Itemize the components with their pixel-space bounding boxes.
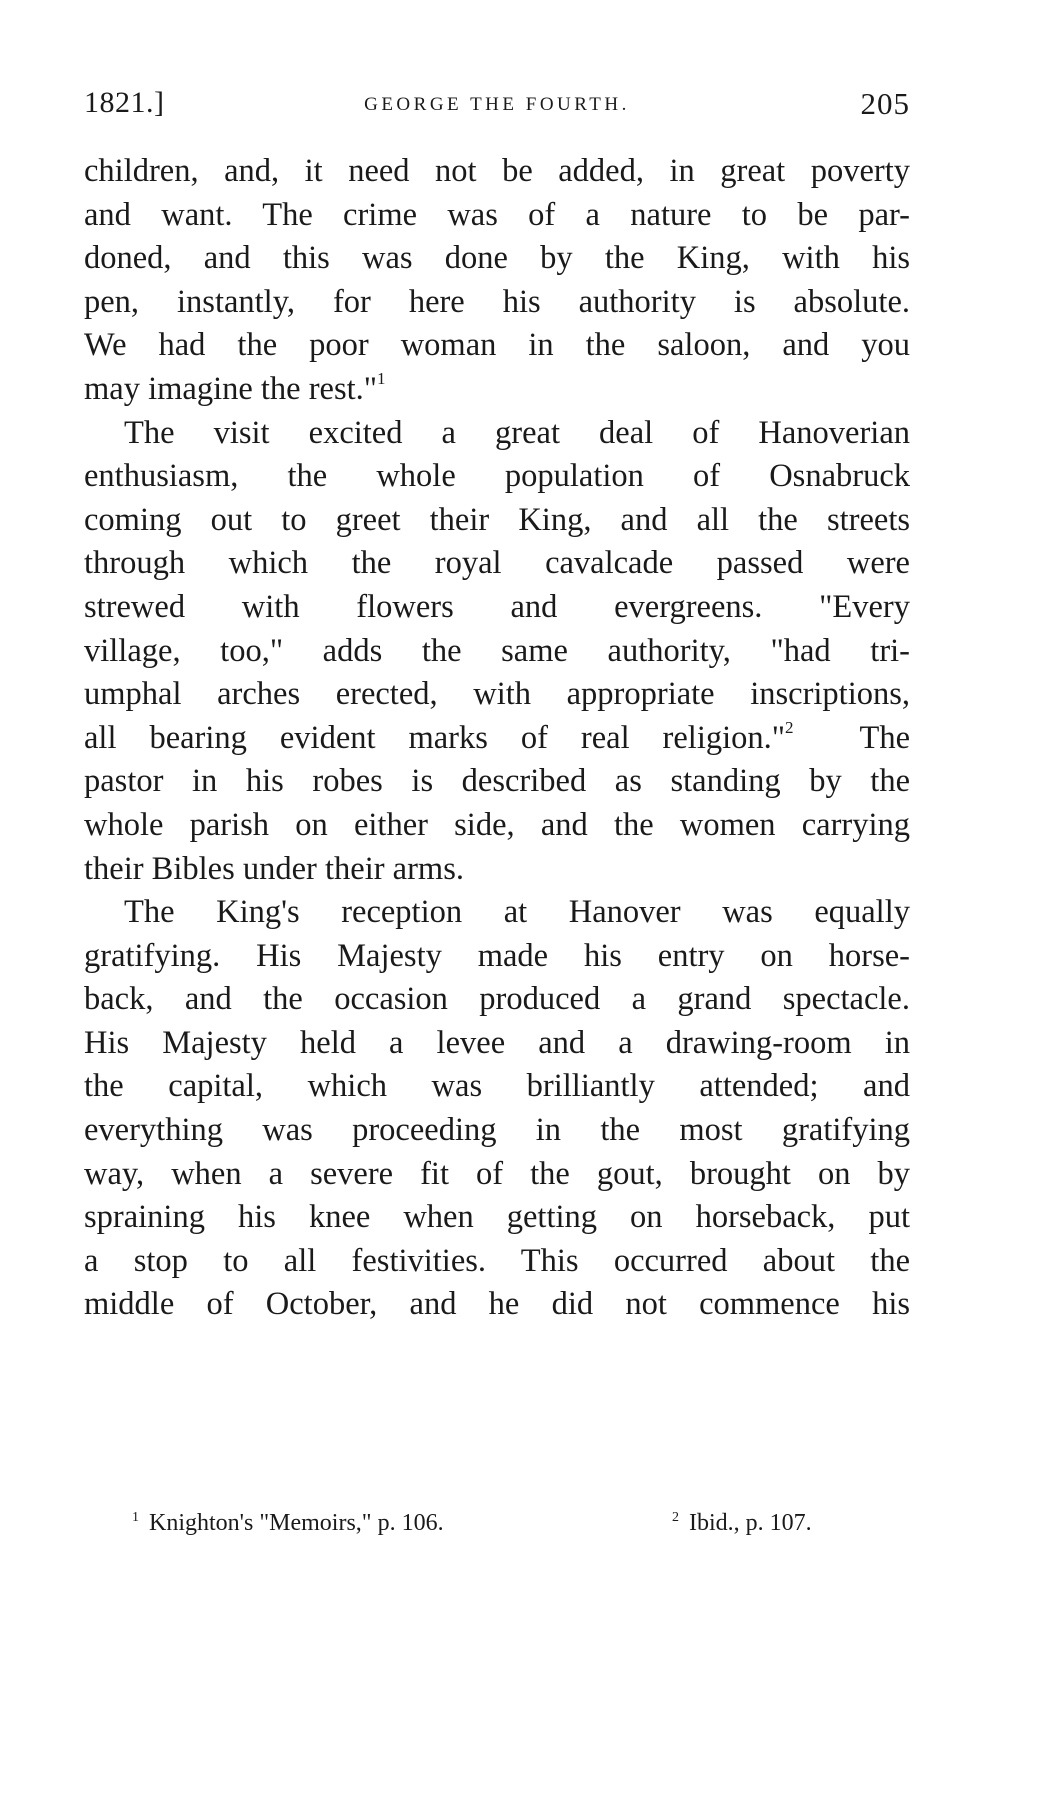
body-text (84, 150, 910, 1327)
text-line: a stop to all festivities. This occurred about the (84, 1242, 910, 1279)
text-line: back, and the occasion produced a grand spectacle. (84, 981, 910, 1018)
text-line: We had the poor woman in the saloon, and you (84, 327, 910, 364)
text-line (84, 717, 910, 761)
text-line: middle of October, and he did not commence his (84, 1286, 910, 1323)
text-line: pastor in his robes is described as standing by the (84, 763, 910, 800)
text-line: The King's reception at Hanover was equally (124, 894, 910, 931)
footnote-reference: 1 (377, 368, 386, 388)
footnote-1 (132, 1510, 444, 1537)
text-line: enthusiasm, the whole population of Osnabruck (84, 458, 910, 495)
text-line-content: all bearing evident marks of real religion." (84, 719, 786, 756)
text-line: village, too," adds the same authority, "had tri- (84, 632, 910, 669)
text-line: way, when a severe fit of the gout, brought on by (84, 1155, 910, 1192)
paragraph-2 (84, 412, 910, 892)
text-line (84, 368, 910, 412)
running-head-year: 1821.] (84, 86, 165, 119)
text-line-tail: The (859, 719, 910, 756)
text-line: through which the royal cavalcade passed were (84, 545, 910, 582)
text-line: doned, and this was done by the King, with his (84, 240, 910, 277)
footnote-2 (672, 1510, 812, 1537)
footnotes (132, 1510, 872, 1550)
text-line: children, and, it need not be added, in great poverty (84, 153, 910, 189)
text-line: umphal arches erected, with appropriate inscriptions, (84, 676, 910, 713)
running-head (84, 86, 910, 126)
footnote-mark: 2 (672, 1510, 679, 1525)
text-line: spraining his knee when getting on horseback, put (84, 1199, 910, 1236)
paragraph-1 (84, 150, 910, 412)
text-line-content: may imagine the rest." (84, 370, 378, 407)
text-line: pen, instantly, for here his authority is absolute. (84, 283, 910, 320)
text-line: their Bibles under their arms. (84, 850, 464, 887)
text-line: the capital, which was brilliantly attended; and (84, 1068, 910, 1105)
text-line: gratifying. His Majesty made his entry on horse- (84, 937, 910, 974)
footnote-reference: 2 (785, 717, 794, 737)
text-line: whole parish on either side, and the women carrying (84, 806, 910, 843)
text-line: everything was proceeding in the most gratifying (84, 1112, 910, 1149)
text-line: The visit excited a great deal of Hanoverian (124, 414, 910, 451)
footnote-text: Ibid., p. 107. (689, 1510, 812, 1536)
text-line: His Majesty held a levee and a drawing-room in (84, 1024, 910, 1061)
footnote-text: Knighton's "Memoirs," p. 106. (149, 1510, 444, 1536)
paragraph-3 (84, 891, 910, 1327)
text-line: and want. The crime was of a nature to be par- (84, 196, 910, 233)
text-line: strewed with flowers and evergreens. "Every (84, 588, 910, 625)
text-line: coming out to greet their King, and all the streets (84, 501, 910, 538)
footnote-mark: 1 (132, 1510, 139, 1525)
running-head-title: GEORGE THE FOURTH. (364, 94, 630, 115)
page-number: 205 (860, 86, 910, 121)
